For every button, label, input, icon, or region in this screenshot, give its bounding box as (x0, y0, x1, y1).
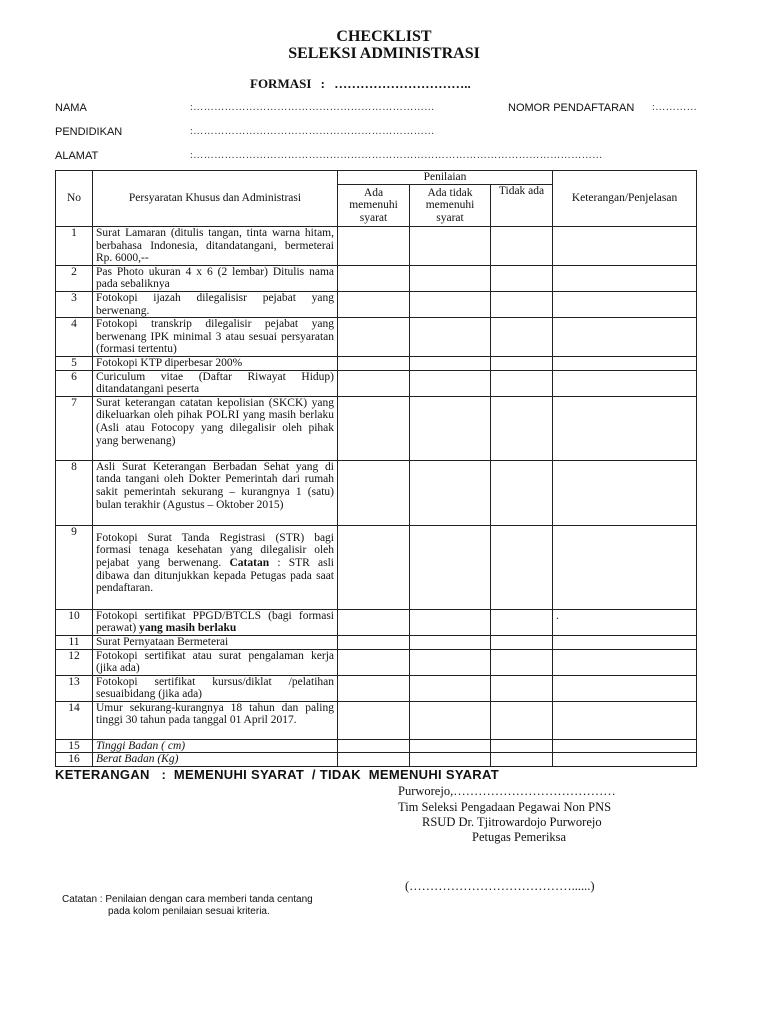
requirement-text: Fotokopi sertifikat atau surat pengalaman kerja (jika ada) (93, 649, 338, 675)
check-tidak-ada[interactable] (491, 396, 553, 460)
keterangan-cell[interactable] (553, 356, 697, 370)
keterangan-cell[interactable] (553, 370, 697, 396)
pendidikan-blank[interactable]: :…………………………………………………………… (190, 126, 435, 137)
check-ada-tidak-memenuhi[interactable] (410, 675, 491, 701)
check-tidak-ada[interactable] (491, 609, 553, 635)
table-row (56, 318, 697, 357)
nomor-pendaftaran-blank[interactable]: :………… (652, 102, 698, 113)
requirement-text: Fotokopi sertifikat kursus/diklat /pelatihan sesuaibidang (jika ada) (93, 675, 338, 701)
footnote-line-1: Catatan : Penilaian dengan cara memberi tanda centang (62, 894, 313, 905)
nomor-pendaftaran-label: NOMOR PENDAFTARAN (508, 102, 635, 114)
row-number: 12 (56, 649, 93, 675)
table-row (56, 739, 697, 753)
check-ada-memenuhi[interactable] (338, 370, 410, 396)
check-ada-memenuhi[interactable] (338, 701, 410, 739)
check-ada-tidak-memenuhi[interactable] (410, 227, 491, 266)
check-ada-tidak-memenuhi[interactable] (410, 396, 491, 460)
check-ada-memenuhi[interactable] (338, 525, 410, 609)
check-ada-tidak-memenuhi[interactable] (410, 265, 491, 291)
signature-hospital: RSUD Dr. Tjitrowardojo Purworejo (422, 815, 602, 829)
row-number: 15 (56, 739, 93, 753)
row-number: 13 (56, 675, 93, 701)
requirement-main-text: Fotokopi Surat Tanda Registrasi (STR) bagi formasi tenaga kesehatan yang dilegalisir oleh pejabat yang berwenang. (96, 531, 334, 569)
requirement-text: Fotokopi transkrip dilegalisir pejabat yang berwenang IPK minimal 3 atau sesuai persyaratan (formasi tertentu) (93, 318, 338, 357)
place-date: Purworejo,………………………………… (398, 784, 616, 798)
check-ada-memenuhi[interactable] (338, 649, 410, 675)
check-ada-memenuhi[interactable] (338, 356, 410, 370)
row-number: 5 (56, 356, 93, 370)
header-penilaian: Penilaian (338, 171, 553, 185)
table-row (56, 265, 697, 291)
check-ada-tidak-memenuhi[interactable] (410, 291, 491, 317)
header-ada-tidak-memenuhi: Ada tidak memenuhi syarat (410, 185, 491, 227)
header-tidak-ada: Tidak ada (491, 185, 553, 227)
keterangan-cell[interactable] (553, 525, 697, 609)
keterangan-cell[interactable] (553, 701, 697, 739)
check-tidak-ada[interactable] (491, 635, 553, 649)
row-number: 14 (56, 701, 93, 739)
row-number: 9 (56, 525, 93, 609)
nama-label: NAMA (55, 102, 87, 114)
form-title: CHECKLIST (336, 28, 432, 45)
check-ada-tidak-memenuhi[interactable] (410, 649, 491, 675)
table-row (56, 609, 697, 635)
table-row (56, 675, 697, 701)
check-ada-tidak-memenuhi[interactable] (410, 701, 491, 739)
keterangan-cell[interactable] (553, 227, 697, 266)
keterangan-cell[interactable] (553, 265, 697, 291)
footnote-line-2: pada kolom penilaian sesuai kriteria. (108, 906, 270, 917)
header-keterangan: Keterangan/Penjelasan (553, 171, 697, 227)
pendidikan-label: PENDIDIKAN (55, 126, 123, 138)
check-tidak-ada[interactable] (491, 460, 553, 525)
row-number: 3 (56, 291, 93, 317)
requirement-note-text: : STR asli dibawa dan ditunjukkan kepada Petugas pada saat pendaftaran. (96, 556, 334, 595)
keterangan-cell[interactable] (553, 739, 697, 753)
check-tidak-ada[interactable] (491, 649, 553, 675)
check-tidak-ada[interactable] (491, 739, 553, 753)
row-number: 1 (56, 227, 93, 266)
requirement-note-label: Catatan (229, 556, 270, 569)
formasi-blank[interactable]: ………………………….. (334, 76, 471, 91)
keterangan-cell[interactable] (553, 675, 697, 701)
table-row (56, 396, 697, 460)
requirement-text: Tinggi Badan ( cm) (93, 739, 338, 753)
check-ada-tidak-memenuhi[interactable] (410, 739, 491, 753)
check-tidak-ada[interactable] (491, 525, 553, 609)
check-ada-memenuhi[interactable] (338, 609, 410, 635)
nama-blank[interactable]: :…………………………………………………………… (190, 102, 435, 113)
form-subtitle: SELEKSI ADMINISTRASI (288, 45, 480, 62)
requirement-text (93, 525, 338, 609)
keterangan-cell[interactable] (553, 291, 697, 317)
keterangan-line: KETERANGAN : MEMENUHI SYARAT / TIDAK MEMENUHI SYARAT (55, 767, 499, 782)
keterangan-cell[interactable] (553, 649, 697, 675)
requirement-text: Fotokopi ijazah dilegalisisr pejabat yang berwenang. (93, 291, 338, 317)
header-ada-memenuhi: Ada memenuhi syarat (338, 185, 410, 227)
table-row (56, 635, 697, 649)
requirement-text: Surat Lamaran (ditulis tangan, tinta warna hitam, berbahasa Indonesia, ditandatangani, bermeterai Rp. 6000,-- (93, 227, 338, 266)
check-tidak-ada[interactable] (491, 701, 553, 739)
check-ada-memenuhi[interactable] (338, 753, 410, 767)
table-header-row (56, 171, 697, 185)
signature-name-blank[interactable]: (…………………………………......) (405, 879, 595, 893)
table-row (56, 649, 697, 675)
keterangan-cell[interactable] (553, 318, 697, 357)
table-row (56, 753, 697, 767)
keterangan-cell[interactable] (553, 460, 697, 525)
check-tidak-ada[interactable] (491, 356, 553, 370)
row-number: 16 (56, 753, 93, 767)
alamat-blank[interactable]: :……………………………………………………………………………………………………… (190, 150, 603, 161)
keterangan-cell[interactable] (553, 635, 697, 649)
row-number: 10 (56, 609, 93, 635)
requirement-text: Surat Pernyataan Bermeterai (93, 635, 338, 649)
check-tidak-ada[interactable] (491, 291, 553, 317)
check-ada-tidak-memenuhi[interactable] (410, 525, 491, 609)
alamat-label: ALAMAT (55, 150, 99, 162)
signature-role: Petugas Pemeriksa (472, 830, 567, 844)
requirement-text (93, 609, 338, 635)
check-tidak-ada[interactable] (491, 265, 553, 291)
table-row (56, 356, 697, 370)
requirement-text: Surat keterangan catatan kepolisian (SKCK) yang dikeluarkan oleh pihak POLRI yang masih berlaku (Asli atau Fotocopy yang dilegalisir oleh pihak yang berwenang) (93, 396, 338, 460)
check-ada-memenuhi[interactable] (338, 291, 410, 317)
check-ada-memenuhi[interactable] (338, 396, 410, 460)
row-number: 6 (56, 370, 93, 396)
signature-team: Tim Seleksi Pengadaan Pegawai Non PNS (398, 800, 612, 814)
requirement-text: Fotokopi KTP diperbesar 200% (93, 356, 338, 370)
check-ada-tidak-memenuhi[interactable] (410, 753, 491, 767)
requirement-main-text: Fotokopi sertifikat PPGD/BTCLS (bagi formasi perawat) (96, 609, 334, 635)
formasi-separator: : (320, 76, 325, 91)
check-tidak-ada[interactable] (491, 227, 553, 266)
check-tidak-ada[interactable] (491, 753, 553, 767)
check-ada-memenuhi[interactable] (338, 675, 410, 701)
requirement-text: Pas Photo ukuran 4 x 6 (2 lembar) Ditulis nama pada sebaliknya (93, 265, 338, 291)
table-row (56, 227, 697, 266)
check-ada-memenuhi[interactable] (338, 635, 410, 649)
check-ada-tidak-memenuhi[interactable] (410, 635, 491, 649)
check-tidak-ada[interactable] (491, 318, 553, 357)
check-ada-tidak-memenuhi[interactable] (410, 318, 491, 357)
formasi-line (250, 76, 471, 92)
row-number: 7 (56, 396, 93, 460)
check-ada-memenuhi[interactable] (338, 739, 410, 753)
row-number: 8 (56, 460, 93, 525)
requirement-text: Umur sekurang-kurangnya 18 tahun dan paling tinggi 30 tahun pada tanggal 01 April 2017. (93, 701, 338, 739)
table-row (56, 701, 697, 739)
keterangan-cell[interactable] (553, 753, 697, 767)
formasi-label: FORMASI (250, 76, 312, 91)
table-row (56, 370, 697, 396)
checklist-table (55, 170, 697, 767)
table-row (56, 291, 697, 317)
check-tidak-ada[interactable] (491, 370, 553, 396)
keterangan-cell[interactable] (553, 396, 697, 460)
row-number: 4 (56, 318, 93, 357)
check-ada-tidak-memenuhi[interactable] (410, 460, 491, 525)
table-row (56, 460, 697, 525)
check-ada-tidak-memenuhi[interactable] (410, 609, 491, 635)
check-tidak-ada[interactable] (491, 675, 553, 701)
keterangan-cell[interactable]: . (553, 609, 697, 635)
requirement-text: Asli Surat Keterangan Berbadan Sehat yang di tanda tangani oleh Dokter Pemerintah dari rumah sakit pemerintah sekurang – kurangnya 1 (satu) bulan terakhir (Agustus – Oktober 2015) (93, 460, 338, 525)
check-ada-memenuhi[interactable] (338, 460, 410, 525)
requirement-text: Berat Badan (Kg) (93, 753, 338, 767)
check-ada-memenuhi[interactable] (338, 318, 410, 357)
requirement-text: Curiculum vitae (Daftar Riwayat Hidup) ditandatangani peserta (93, 370, 338, 396)
row-number: 2 (56, 265, 93, 291)
row-number: 11 (56, 635, 93, 649)
requirement-emphasis: yang masih berlaku (139, 622, 237, 635)
check-ada-memenuhi[interactable] (338, 265, 410, 291)
table-row (56, 525, 697, 609)
check-ada-tidak-memenuhi[interactable] (410, 356, 491, 370)
check-ada-memenuhi[interactable] (338, 227, 410, 266)
check-ada-tidak-memenuhi[interactable] (410, 370, 491, 396)
header-no: No (56, 171, 93, 227)
header-requirement: Persyaratan Khusus dan Administrasi (93, 171, 338, 227)
